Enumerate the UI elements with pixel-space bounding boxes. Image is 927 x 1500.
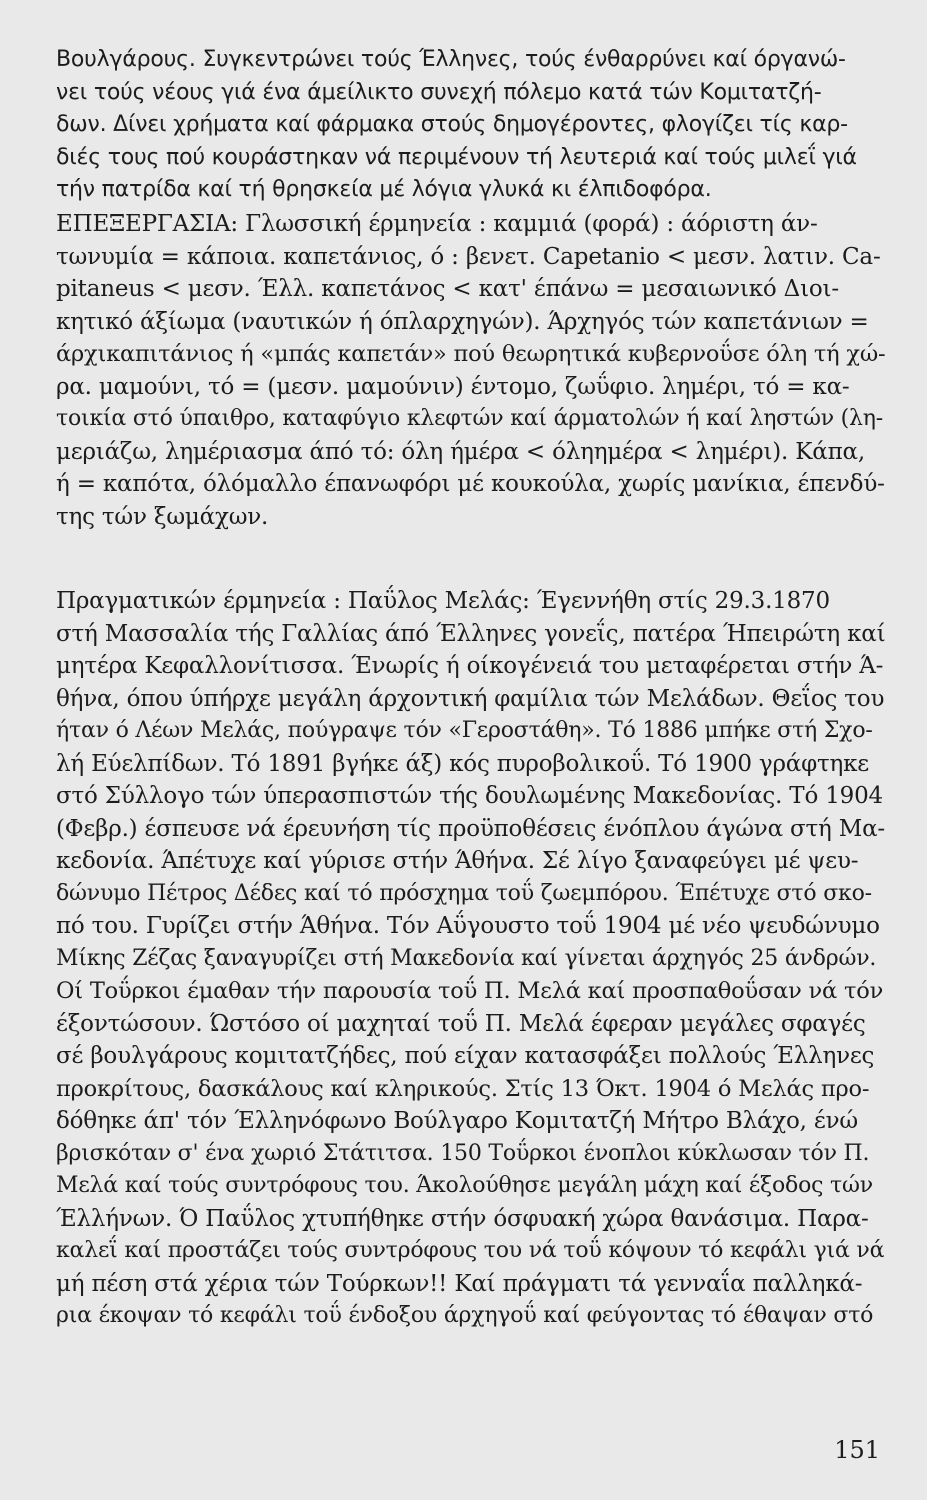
text-line: ρα. μαμούνι, τό = (μεσν. μαμούνιν) έντομο, ζωΰφιο. λημέρι, τό = κα- (56, 373, 850, 400)
text-line: Μελά καί τούς συντρόφους του. Άκολούθησε μεγάλη μάχη καί έξοδος τών (56, 1173, 873, 1198)
text-line: ήταν ό Λέων Μελάς, πούγραψε τόν «Γεροστάθη». Τό 1886 μπήκε στή Σχο- (56, 718, 873, 743)
text-line: λή Εύελπίδων. Τό 1891 βγήκε άξ) κός πυροβολικοΰ. Τό 1900 γράφτηκε (56, 750, 870, 777)
text-line: νει τούς νέους γιά ένα άμείλικτο συνεχή πόλεμο κατά τών Κομιτατζή- (56, 79, 822, 105)
text-line: καλεΐ καί προστάζει τούς συντρόφους του νά τοΰ κόψουν τό κεφάλι γιά νά (56, 1238, 885, 1263)
text-line: Έλλήνων. Ό Παΰλος χτυπήθηκε στήν όσφυακή χώρα θανάσιμα. Παρα- (56, 1205, 869, 1232)
text-line: Μίκης Ζέζας ξαναγυρίζει στή Μακεδονία καί γίνεται άρχηγός 25 άνδρών. (56, 945, 877, 971)
paragraph-2-glossary (56, 208, 886, 533)
text-line: pitaneus < μεσν. Έλλ. καπετάνος < κατ' έπάνω = μεσαιωνικό Διοι- (56, 276, 839, 302)
paragraph-1 (56, 44, 886, 207)
text-line: σέ βουλγάρους κομιτατζήδες, πού είχαν κατασφάξει πολλούς Έλληνες (56, 1043, 875, 1069)
text-line: τήν πατρίδα καί τή θρησκεία μέ λόγια γλυκά κι έλπιδοφόρα. (56, 177, 712, 202)
text-line: στό Σύλλογο τών ύπερασπιστών τής δουλωμένης Μακεδονίας. Τό 1904 (56, 783, 883, 809)
text-line: μητέρα Κεφαλλονίτισσα. Ένωρίς ή οίκογένειά του μεταφέρεται στήν Ά- (56, 653, 884, 679)
text-line: διές τους πού κουράστηκαν νά περιμένουν τή λευτεριά καί τούς μιλεΐ γιά (56, 144, 857, 170)
text-line: ή = καπότα, όλόμαλλο έπανωφόρι μέ κουκούλα, χωρίς μανίκια, έπενδύ- (56, 471, 885, 497)
text-line: προκρίτους, δασκάλους καί κληρικούς. Στίς 13 Όκτ. 1904 ό Μελάς προ- (56, 1075, 870, 1102)
text-line: στή Μασσαλία τής Γαλλίας άπό Έλληνες γονεΐς, πατέρα Ήπειρώτη καί (56, 620, 886, 647)
text-line: μεριάζω, λημέριασμα άπό τό: όλη ήμέρα < όληημέρα < λημέρι). Κάπα, (56, 438, 865, 465)
text-line: ρια έκοψαν τό κεφάλι τοΰ ένδοξου άρχηγοΰ καί φεύγοντας τό έθαψαν στό (56, 1303, 874, 1328)
text-line: της τών ξωμάχων. (56, 503, 269, 530)
text-line: κητικό άξίωμα (ναυτικών ή όπλαρχηγών). Άρχηγός τών καπετάνιων = (56, 308, 869, 335)
page-number: 151 (834, 1436, 880, 1464)
text-line: βρισκόταν σ' ένα χωριό Στάτιτσα. 150 Τοΰρκοι ένοπλοι κύκλωσαν τόν Π. (56, 1140, 870, 1166)
text-line: θήνα, όπου ύπήρχε μεγάλη άρχοντική φαμίλια τών Μελάδων. Θεΐος του (56, 685, 885, 712)
text-line: δων. Δίνει χρήματα καί φάρμακα στούς δημογέροντες, φλογίζει τίς καρ- (56, 112, 848, 137)
text-line: κεδονία. Άπέτυχε καί γύρισε στήν Άθήνα. Σέ λίγο ξαναφεύγει μέ ψευ- (56, 848, 859, 874)
text-line: τοικία στό ύπαιθρο, καταφύγιο κλεφτών καί άρματολών ή καί ληστών (λη- (56, 406, 884, 431)
text-line: Οί Τοΰρκοι έμαθαν τήν παρουσία τοΰ Π. Μελά καί προσπαθοΰσαν νά τόν (56, 978, 884, 1004)
text-line: άρχικαπιτάνιος ή «μπάς καπετάν» πού θεωρητικά κυβερνοΰσε όλη τή χώ- (56, 341, 886, 367)
text-line: μή πέση στά χέρια τών Τούρκων!! Καί πράγματι τά γενναΐα παλληκά- (56, 1270, 863, 1297)
text-line: έξοντώσουν. Ώστόσο οί μαχηταί τοΰ Π. Μελά έφεραν μεγάλες σφαγές (56, 1010, 866, 1037)
text-line: ΕΠΕΞΕΡΓΑΣΙΑ: Γλωσσική έρμηνεία : καμμιά (φορά) : άόριστη άν- (56, 211, 818, 237)
text-line: πό του. Γυρίζει στήν Άθήνα. Τόν Αΰγουστο τοΰ 1904 μέ νέο ψευδώνυμο (56, 913, 880, 939)
text-line: (Φεβρ.) έσπευσε νά έρευνήση τίς προϋποθέσεις ένόπλου άγώνα στή Μα- (56, 815, 885, 842)
text-line: δώνυμο Πέτρος Δέδες καί τό πρόσχημα τοΰ ζωεμπόρου. Έπέτυχε στό σκο- (56, 880, 872, 906)
text-line: τωνυμία = κάποια. καπετάνιος, ό : βενετ. Capetanio < μεσν. λατιν. Ca- (56, 243, 881, 270)
paragraph-3-history (56, 585, 886, 1333)
text-line: Πραγματικών έρμηνεία : Παΰλος Μελάς: Έγεννήθη στίς 29.3.1870 (56, 588, 830, 614)
text-line: δόθηκε άπ' τόν Έλληνόφωνο Βούλγαρο Κομιτατζή Μήτρο Βλάχο, ένώ (56, 1108, 858, 1134)
text-line: Βουλγάρους. Συγκεντρώνει τούς Έλληνες, τούς ένθαρρύνει καί όργανώ- (56, 47, 846, 72)
